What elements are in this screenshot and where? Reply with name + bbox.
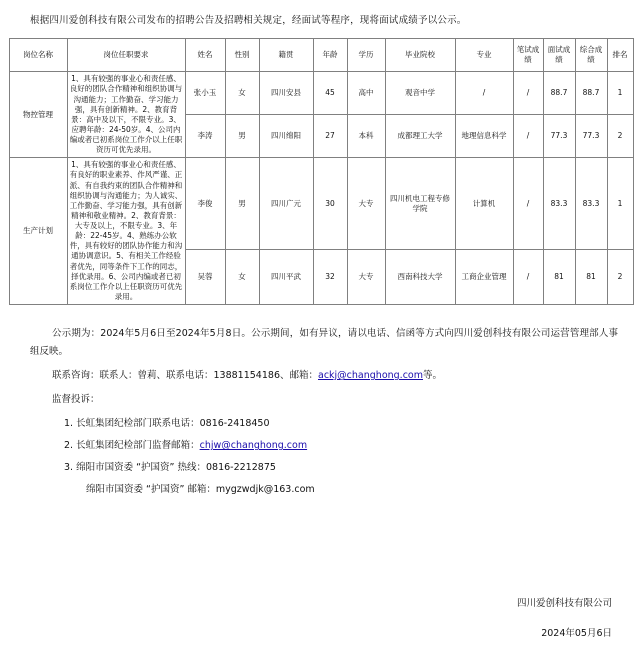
cell-name: 吴蓉 — [185, 250, 225, 305]
cell-age: 45 — [313, 72, 347, 115]
cell-education: 高中 — [347, 72, 385, 115]
cell-interview-score: 88.7 — [543, 72, 575, 115]
cell-sex: 女 — [225, 72, 259, 115]
header-education: 学历 — [347, 39, 385, 72]
list-item-number: 2. — [64, 440, 74, 452]
cell-education: 大专 — [347, 250, 385, 305]
header-post: 岗位名称 — [9, 39, 67, 72]
header-sex: 性别 — [225, 39, 259, 72]
table-row — [9, 158, 633, 250]
cell-school: 观音中学 — [385, 72, 455, 115]
list-item-text: 长虹集团纪检部门监督邮箱： — [76, 440, 200, 452]
list-item — [30, 415, 618, 433]
cell-total-score: 88.7 — [575, 72, 607, 115]
table-row — [9, 72, 633, 115]
cell-school: 西南科技大学 — [385, 250, 455, 305]
publicity-period: 公示期为：2024年5月6日至2024年5月8日。公示期间，如有异议，请以电话、信函等方式向四川爱创科技有限公司运营管理部人事组反映。 — [30, 328, 618, 358]
cell-sex: 女 — [225, 250, 259, 305]
company-signature: 四川爱创科技有限公司 — [516, 598, 612, 609]
header-age: 年龄 — [313, 39, 347, 72]
cell-written-score: / — [513, 72, 543, 115]
list-item-text: 长虹集团纪检部门联系电话：0816-2418450 — [76, 418, 270, 430]
list-item-number: 1. — [64, 418, 74, 430]
cell-total-score: 81 — [575, 250, 607, 305]
list-item-number: 3. — [64, 462, 74, 474]
cell-major: 工商企业管理 — [455, 250, 513, 305]
supervise-list — [30, 415, 618, 477]
header-native: 籍贯 — [259, 39, 313, 72]
list-item-text: 绵阳市国资委 “护国资” 热线：0816-2212875 — [76, 462, 276, 474]
list-item — [30, 437, 618, 455]
cell-major: 地理信息科学 — [455, 115, 513, 158]
cell-native: 四川安县 — [259, 72, 313, 115]
document-date: 2024年05月6日 — [541, 628, 612, 639]
cell-school: 成都理工大学 — [385, 115, 455, 158]
cell-post: 物控管理 — [9, 72, 67, 158]
cell-age: 27 — [313, 115, 347, 158]
header-school: 毕业院校 — [385, 39, 455, 72]
cell-major: / — [455, 72, 513, 115]
cell-rank: 2 — [607, 115, 633, 158]
cell-interview-score: 81 — [543, 250, 575, 305]
table-header-row — [9, 39, 633, 72]
cell-rank: 1 — [607, 72, 633, 115]
header-requirement: 岗位任职要求 — [67, 39, 185, 72]
cell-native: 四川平武 — [259, 250, 313, 305]
header-interview-score: 面试成绩 — [543, 39, 575, 72]
cell-interview-score: 83.3 — [543, 158, 575, 250]
contact-email-link[interactable]: ackj@changhong.com — [318, 370, 423, 382]
contact-line — [30, 367, 618, 385]
cell-education: 大专 — [347, 158, 385, 250]
cell-total-score: 83.3 — [575, 158, 607, 250]
notes-section — [30, 325, 618, 499]
cell-written-score: / — [513, 158, 543, 250]
cell-age: 30 — [313, 158, 347, 250]
document-page — [0, 14, 642, 661]
cell-rank: 2 — [607, 250, 633, 305]
header-written-score: 笔试成绩 — [513, 39, 543, 72]
cell-rank: 1 — [607, 158, 633, 250]
candidates-table — [9, 38, 634, 305]
contact-prefix: 联系咨询：联系人：曾莉、联系电话：13881154186、邮箱： — [52, 370, 318, 382]
header-rank: 排名 — [607, 39, 633, 72]
cell-age: 32 — [313, 250, 347, 305]
header-major: 专业 — [455, 39, 513, 72]
header-total-score: 综合成绩 — [575, 39, 607, 72]
cell-requirement: 1、具有较强的事业心和责任感、良好的团队合作精神和组织协调与沟通能力；工作勤奋、学习能力强，具有创新精神。2、教育背景：高中及以下，不限专业。3、应聘年龄：24-50岁。4、公司内编或者已初系岗位工作介以上任职资历可优先录用。 — [67, 72, 185, 158]
cell-name: 李俊 — [185, 158, 225, 250]
cell-name: 张小玉 — [185, 72, 225, 115]
intro-paragraph: 根据四川爱创科技有限公司发布的招聘公告及招聘相关规定，经面试等程序，现将面试成绩予以公示。 — [30, 15, 467, 26]
cell-total-score: 77.3 — [575, 115, 607, 158]
list-item — [30, 459, 618, 477]
contact-suffix: 等。 — [423, 370, 443, 382]
cell-requirement: 1、具有较强的事业心和责任感、有良好的职业素养、作风严谨、正派、有自我约束的团队合作精神和组织协调与沟通能力；为人诚实、工作勤奋、学习能力强，具有创新精神和敬业精神。2、教育背景：大专及以上，不限专业。3、年龄：22-45岁。4、熟练办公软件，具有较好的团队协作能力和沟通协调意识。5、有相关工作经验者优先，同等条件下工作的同志，择优录用。6、公司内编或者已初系岗位工作介以上任职资历可优先录用。 — [67, 158, 185, 305]
cell-written-score: / — [513, 250, 543, 305]
supervise-email-link[interactable]: chjw@changhong.com — [199, 440, 308, 452]
cell-post: 生产计划 — [9, 158, 67, 305]
cell-sex: 男 — [225, 115, 259, 158]
cell-interview-score: 77.3 — [543, 115, 575, 158]
supervise-title: 监督投诉： — [52, 394, 100, 406]
header-name: 姓名 — [185, 39, 225, 72]
cell-written-score: / — [513, 115, 543, 158]
cell-name: 李涛 — [185, 115, 225, 158]
cell-sex: 男 — [225, 158, 259, 250]
supervise-sub-item: 绵阳市国资委 “护国资” 邮箱：mygzwdjk@163.com — [86, 484, 315, 496]
cell-school: 四川机电工程专修学院 — [385, 158, 455, 250]
cell-major: 计算机 — [455, 158, 513, 250]
cell-native: 四川广元 — [259, 158, 313, 250]
cell-native: 四川绵阳 — [259, 115, 313, 158]
cell-education: 本科 — [347, 115, 385, 158]
